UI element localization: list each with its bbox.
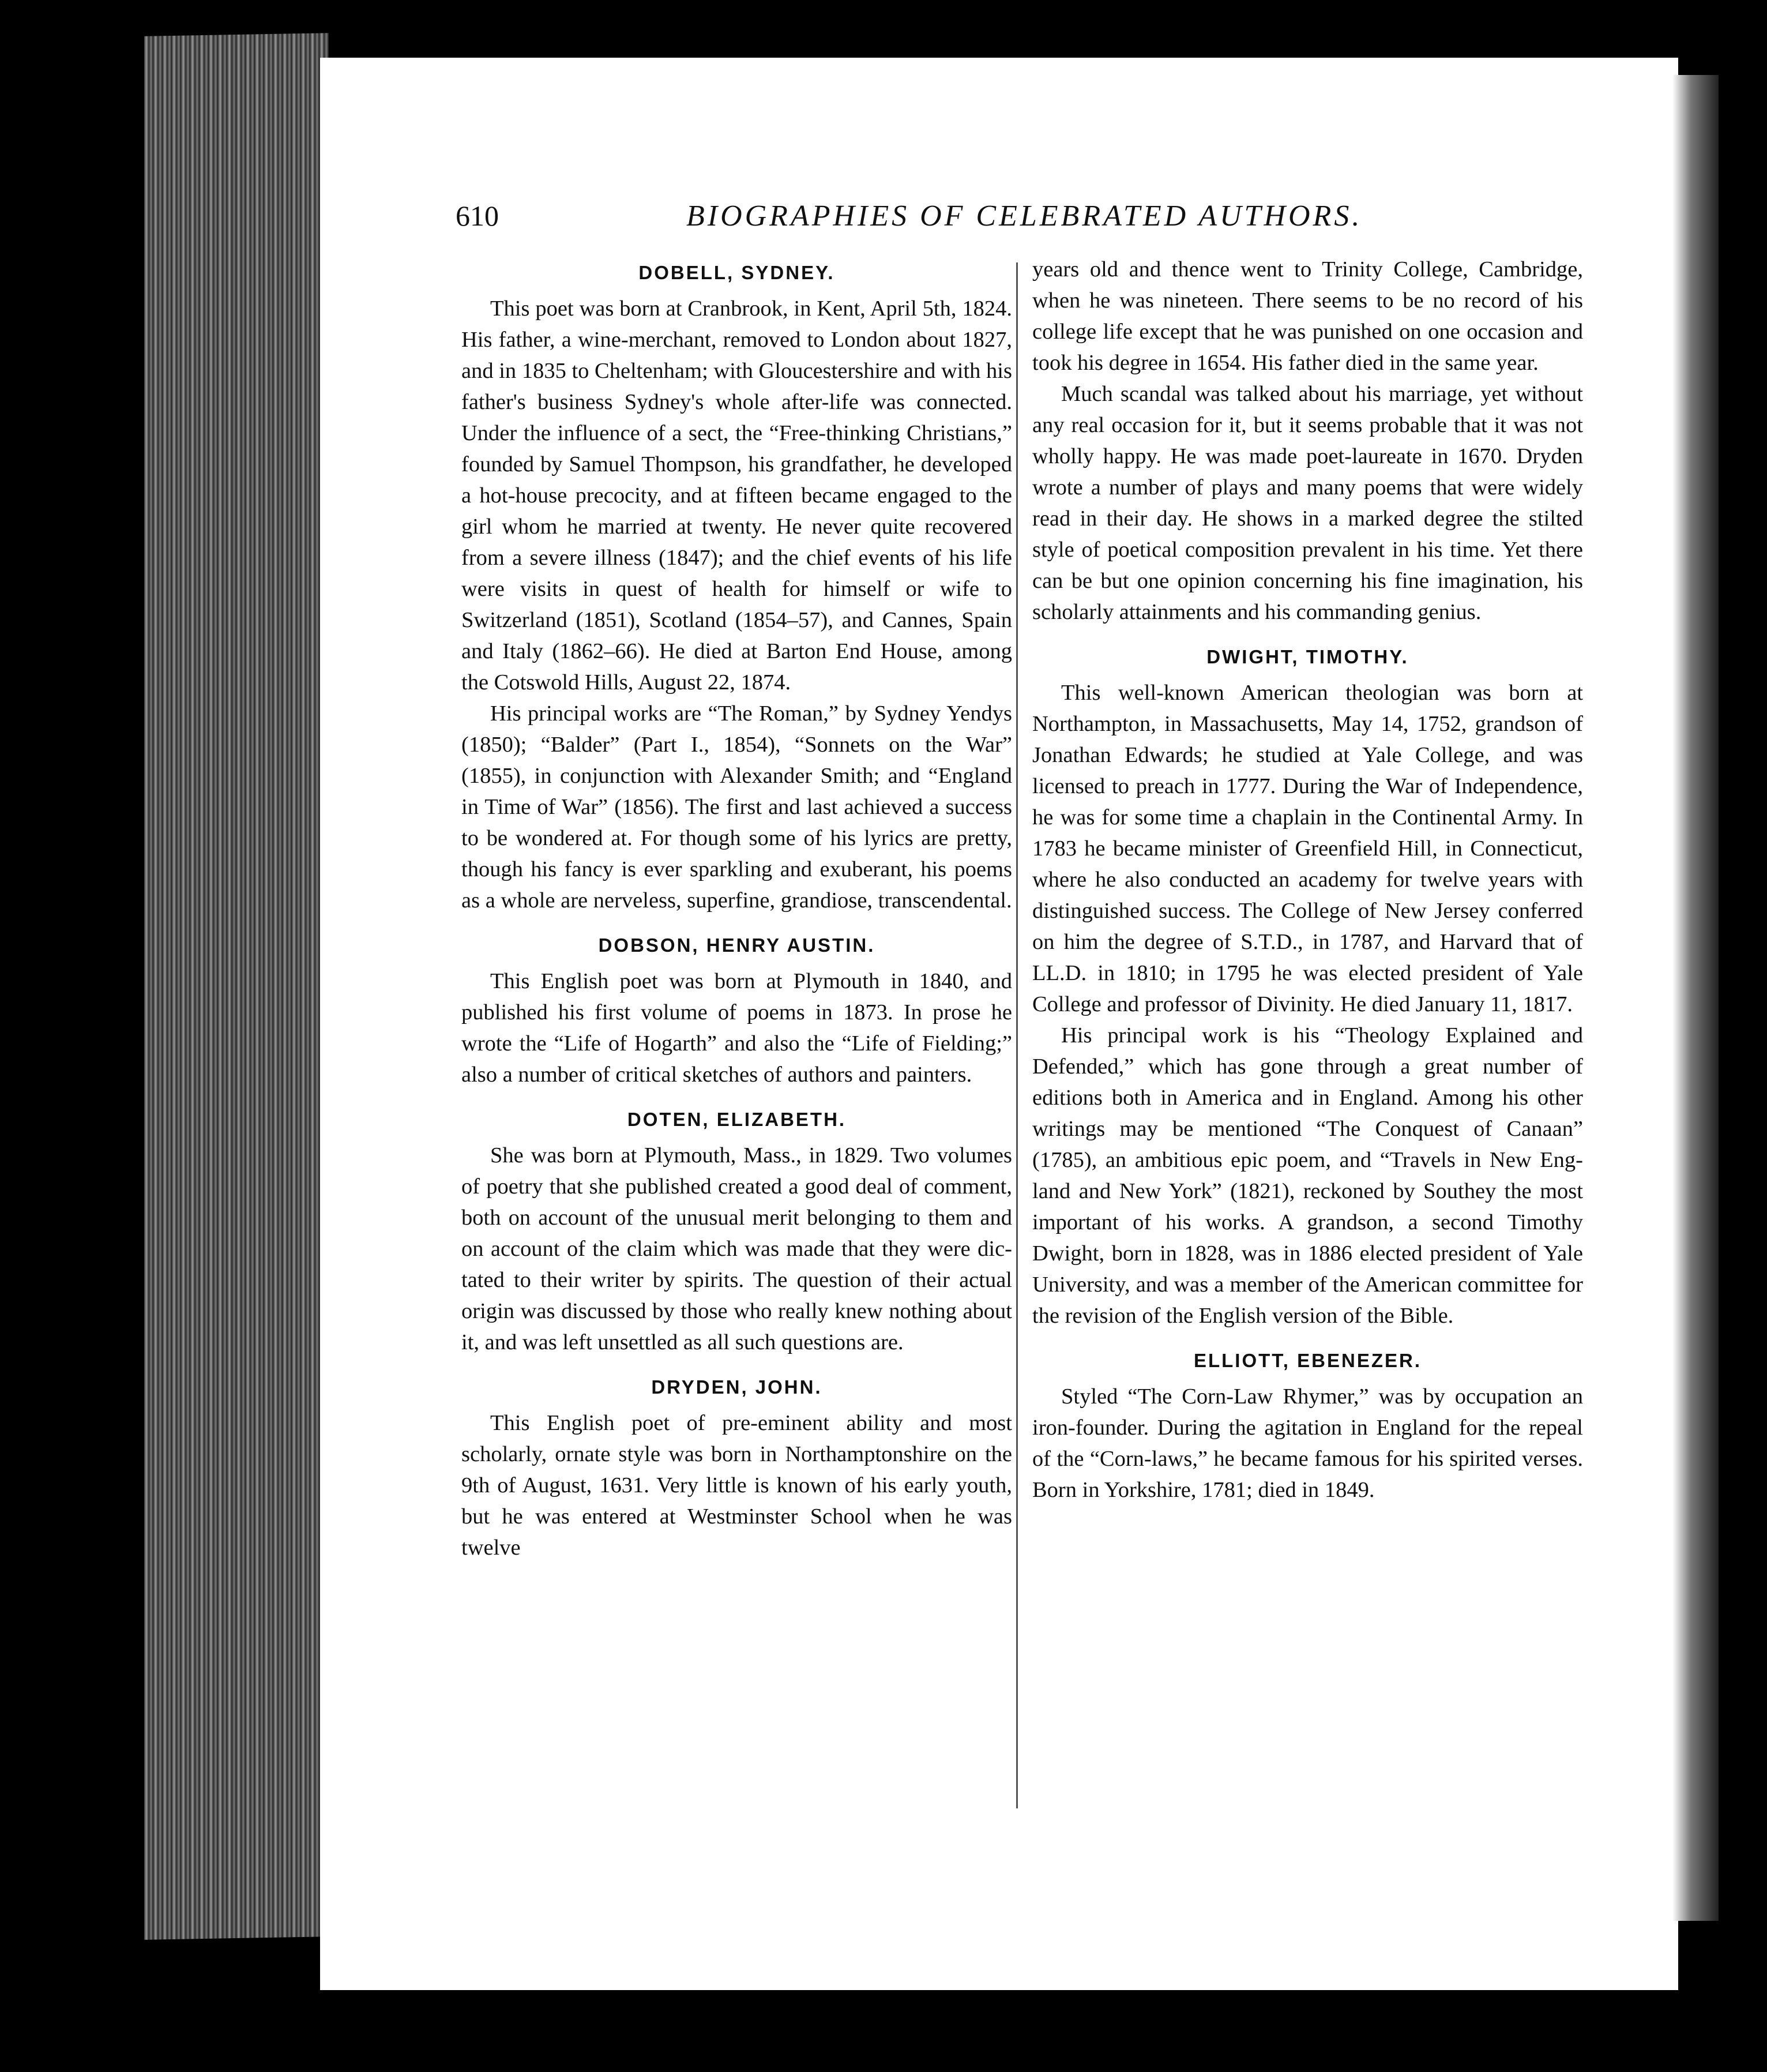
page-number: 610 <box>456 200 499 232</box>
entry-paragraph: This well-known American theologian was born at Northampton, in Massachusetts, May 14, 1752, grandson of Jonathan Edwards; he studied at Yale College, and was licensed to preach in 1777. During the War of Independence, he was for some time a chaplain in the Continental Army. In 1783 he became minister of Greenfield Hill, in Connecticut, where he also conducted an academy for twelve years with distinguished success. The College of New Jersey conferred on him the degree of S.T.D., in 1787, and Harvard that of LL.D. in 1810; in 1795 he was elected president of Yale College and professor of Divinity. He died January 11, 1817. <box>1032 681 1583 1016</box>
entry-paragraph: This poet was born at Cranbrook, in Kent, April 5th, 1824. His father, a wine-merchant, removed to London about 1827, and in 1835 to Cheltenham; with Gloucestershire and with his father's business Sydney's whole after-life was connected. Under the influence of a sect, the “Free-thinking Christians,” founded by Samuel Thompson, his grandfather, he developed a hot-house precocity, and at fifteen became engaged to the girl whom he married at twenty. He never quite recovered from a severe illness (1847); and the chief events of his life were visits in quest of health for himself or wife to Switzerland (1851), Scotland (1854–57), and Cannes, Spain and Italy (1862–66). He died at Barton End House, among the Cotswold Hills, August 22, 1874. <box>461 296 1012 695</box>
right-column <box>1032 254 1583 1506</box>
entry-paragraph: This English poet was born at Plymouth in 1840, and published his first volume of poems in 1873. In prose he wrote the “Life of Hogarth” and also the “Life of Fielding;” also a number of critical sketches of authors and painters. <box>461 969 1012 1087</box>
entry-heading: DWIGHT, TIMOTHY. <box>1206 646 1409 667</box>
entry-heading: DRYDEN, JOHN. <box>651 1376 822 1398</box>
left-column <box>461 254 1012 1563</box>
entry-paragraph: His principal work is his “Theology Explained and Defended,” which has gone through a great number of editions both in America and in England. Among his other writings may be mentioned “The Conquest of Canaan” (1785), an ambitious epic poem, and “Travels in New England and New York” (1821), reckoned by Southey the most important of his works. A grandson, a second Timothy Dwight, born in 1828, was in 1886 elected president of Yale University, and was a member of the American committee for the revision of the English version of the Bible. <box>1032 1023 1583 1328</box>
entry-heading: DOTEN, ELIZABETH. <box>627 1109 847 1130</box>
book-gutter-shadow <box>1672 75 1719 1921</box>
entry-heading: ELLIOTT, EBENEZER. <box>1193 1350 1422 1371</box>
entry-paragraph: This English poet of pre-eminent ability and most scholarly, ornate style was born in Northamptonshire on the 9th of August, 1631. Very little is known of his early youth, but he was entered at Westminster School when he was twelve <box>461 1411 1012 1560</box>
book-page-edges <box>144 33 329 1940</box>
entry-heading: DOBELL, SYDNEY. <box>638 262 835 283</box>
continued-paragraph: years old and thence went to Trinity College, Cambridge, when he was nineteen. There seems to be no record of his college life except that he was punished on one occasion and took his degree in 1654. His father died in the same year. <box>1032 257 1583 375</box>
running-title: BIOGRAPHIES OF CELEBRATED AUTHORS. <box>686 200 1363 232</box>
entry-paragraph: She was born at Plymouth, Mass., in 1829. Two volumes of poetry that she published created a good deal of comment, both on account of the unusual merit belonging to them and on account of the claim which was made that they were dictated to their writer by spirits. The question of their actual origin was discussed by those who really knew nothing about it, and was left unsettled as all such questions are. <box>461 1143 1012 1354</box>
entry-paragraph: Styled “The Corn-Law Rhymer,” was by occupation an iron-founder. During the agitation in England for the repeal of the “Corn-laws,” he became famous for his spirited verses. Born in Yorkshire, 1781; died in 1849. <box>1032 1384 1583 1502</box>
entry-paragraph: Much scandal was talked about his marriage, yet without any real occasion for it, but it seems probable that it was not wholly happy. He was made poet-laureate in 1670. Dryden wrote a number of plays and many poems that were widely read in their day. He shows in a marked degree the stilted style of poetical composition prevalent in his time. Yet there can be but one opinion concerning his fine imagination, his scholarly attainments and his commanding genius. <box>1032 382 1583 624</box>
entry-paragraph: His principal works are “The Roman,” by Sydney Yendys (1850); “Balder” (Part I., 1854), “Sonnets on the War” (1855), in conjunction with Alexander Smith; and “England in Time of War” (1856). The first and last achieved a success to be wondered at. For though some of his lyrics are pretty, though his fancy is ever sparkling and exuberant, his poems as a whole are nerveless, superfine, grandiose, transcendental. <box>461 701 1012 913</box>
column-rule <box>1016 262 1018 1808</box>
entry-heading: DOBSON, HENRY AUSTIN. <box>598 934 875 956</box>
